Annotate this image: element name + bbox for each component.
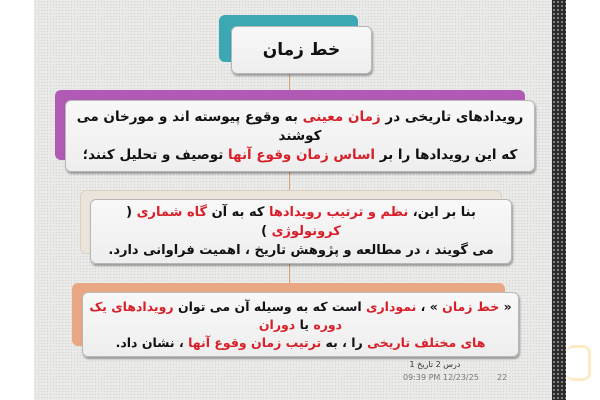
box2-line2	[91, 241, 511, 260]
body-text: )	[261, 224, 272, 239]
body-text: «	[499, 298, 512, 314]
highlighted-term: زمان معینی	[302, 108, 381, 125]
highlighted-term: اساس زمان وقوع آنها	[228, 146, 376, 163]
body-text: که به آن	[207, 205, 269, 220]
box3-line2	[83, 334, 518, 352]
chronology-box	[90, 199, 512, 264]
highlighted-term: های مختلف تاریخی	[367, 334, 486, 350]
highlighted-term: دوران	[258, 316, 296, 332]
box1-line1	[66, 108, 534, 146]
box3-line1	[83, 298, 518, 334]
body-text: توصیف و تحلیل کنند؛	[82, 146, 228, 163]
body-text: به وقوع پیوسته اند و مورخان می کوشند	[76, 108, 322, 144]
body-text: یا	[295, 316, 314, 332]
footer-datetime: 09:39 PM 12/23/25	[403, 373, 479, 382]
body-text: می گویند ، در مطالعه و پژوهش تاریخ ، اهمیت فراوانی دارد.	[108, 243, 494, 258]
body-text: که این رویدادها را بر	[375, 146, 518, 163]
highlighted-term: گاه شماری	[136, 205, 208, 220]
body-text: (	[126, 205, 137, 220]
timeline-definition-box	[82, 292, 519, 357]
decorative-glow	[566, 345, 591, 381]
definition-box	[65, 100, 535, 172]
title-text: خط زمان	[262, 40, 341, 60]
highlighted-term: ترتیب زمان وقوع آنها	[188, 334, 322, 350]
highlighted-term: نظم و ترتیب رویدادها	[268, 205, 409, 220]
highlighted-term: کرونولوژی	[271, 224, 341, 239]
body-text: ، نشان داد.	[115, 334, 189, 350]
window-edge	[552, 0, 566, 400]
box1-line2	[66, 146, 534, 165]
highlighted-term: خط زمان	[442, 298, 500, 314]
box2-line1	[91, 203, 511, 241]
body-text: بنا بر این،	[408, 205, 476, 220]
footer-page-number: 22	[497, 373, 508, 382]
highlighted-term: رویدادهای یک دوره	[89, 298, 343, 332]
highlighted-term: نموداری	[366, 298, 417, 314]
body-text: رویدادهای تاریخی در	[380, 108, 524, 125]
body-text: » ،	[416, 298, 443, 314]
footer-lesson: درس 2 تاریخ 1	[409, 360, 461, 369]
body-text: است که به وسیله آن می توان	[173, 298, 367, 314]
body-text: را ، به	[321, 334, 368, 350]
slide-title	[231, 26, 372, 74]
